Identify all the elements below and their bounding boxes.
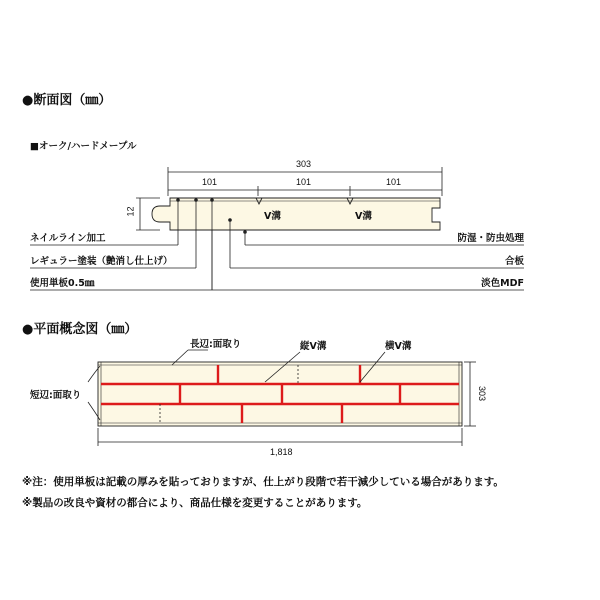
callout-moisture-insect: 防湿・防虫処理 [457, 233, 524, 244]
dim-seg1-label: 101 [202, 177, 218, 187]
label-vertical-groove: 縦V溝 [300, 341, 327, 352]
dim-total-width-label: 303 [296, 159, 312, 169]
plan-view-title: ●平面概念図（㎜） [22, 322, 138, 337]
dim-plan-width [464, 362, 476, 426]
plan-board [98, 362, 462, 426]
note-spec-change: ※製品の改良や資材の都合により、商品仕様を変更することがあります。 [22, 497, 368, 509]
v-groove-label-2: V溝 [355, 211, 372, 222]
label-horizontal-groove: 横V溝 [385, 341, 412, 352]
v-groove-label-1: V溝 [264, 211, 281, 222]
dim-seg3-label: 101 [386, 177, 402, 187]
cross-section-title: ●断面図（㎜） [22, 93, 112, 108]
callout-nail-line: ネイルライン加工 [30, 233, 106, 244]
label-long-edge-chamfer: 長辺:面取り [190, 339, 242, 350]
dim-seg2-label: 101 [296, 177, 312, 187]
callout-regular-coating: レギュラー塗装（艶消し仕上げ） [30, 256, 173, 267]
dim-thickness-label: 12 [125, 206, 136, 217]
note-veneer-thickness: ※注：使用単板は記載の厚みを貼っておりますが、仕上がり段階で若干減少している場合があります。 [22, 476, 504, 488]
callout-plywood: 合板 [504, 256, 524, 267]
callout-light-mdf: 淡色MDF [481, 278, 524, 289]
species-label: ■オーク/ハードメープル [30, 141, 137, 152]
label-short-edge-chamfer: 短辺:面取り [30, 390, 82, 401]
dim-plan-length-label: 1,818 [270, 447, 293, 457]
dim-plan-width-label: 303 [477, 385, 488, 402]
callout-veneer-thickness: 使用単板0.5㎜ [30, 278, 95, 289]
dim-plan-length [98, 428, 462, 446]
